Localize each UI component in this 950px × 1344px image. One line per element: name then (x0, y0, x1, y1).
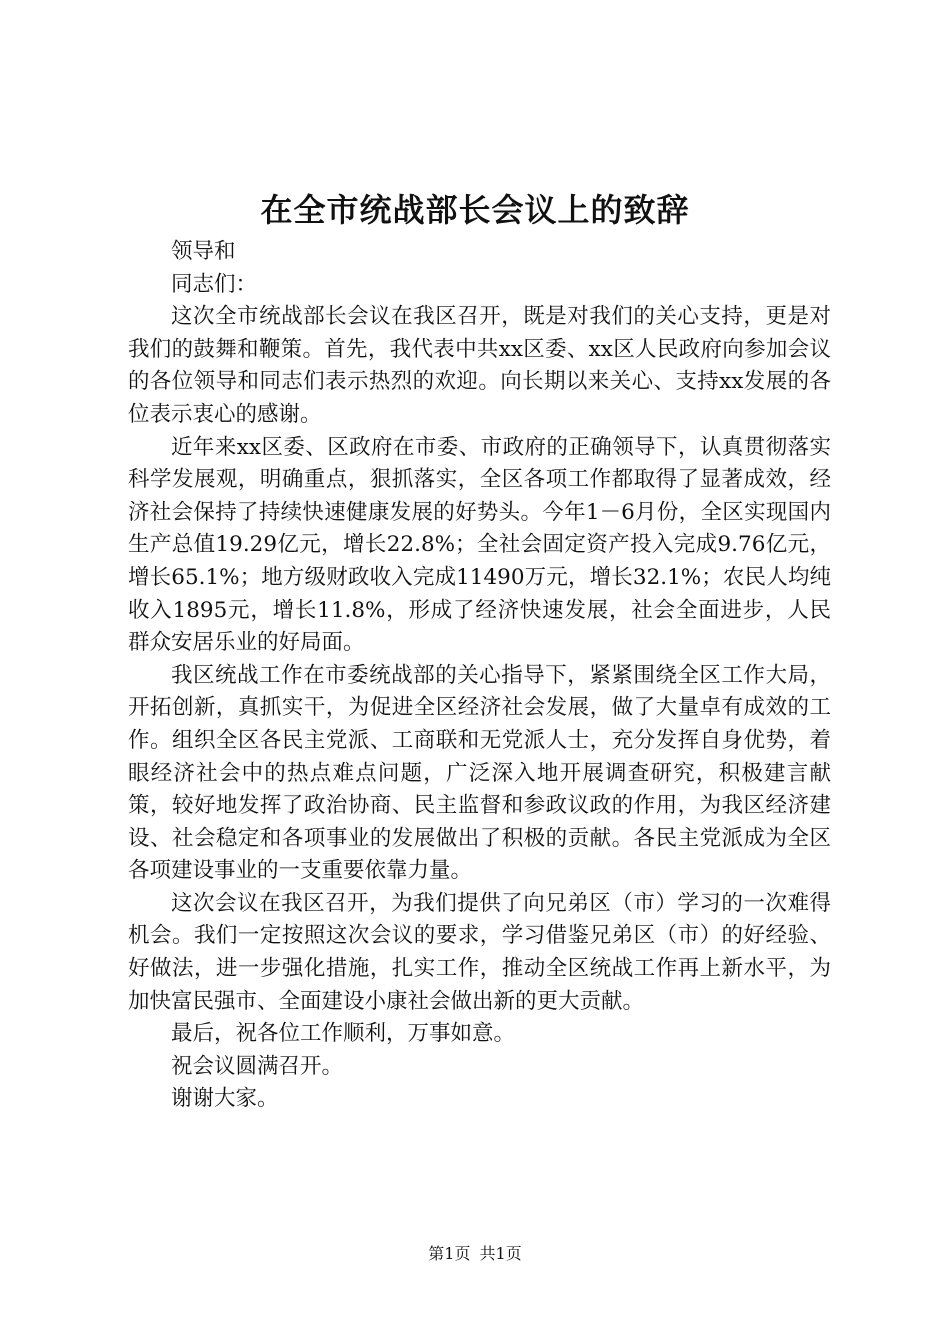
paragraph-learning-opportunity: 这次会议在我区召开，为我们提供了向兄弟区（市）学习的一次难得机会。我们一定按照这次会议的要求，学习借鉴兄弟区（市）的好经验、好做法，进一步强化措施，扎实工作，推动全区统战工作再上新水平，为加快富民强市、全面建设小康社会做出新的更大贡献。 (128, 890, 831, 1014)
paragraph-united-front-work: 我区统战工作在市委统战部的关心指导下，紧紧围绕全区工作大局，开拓创新，真抓实干，为促进全区经济社会发展，做了大量卓有成效的工作。组织全区各民主党派、工商联和无党派人士，充分发挥自身优势，着眼经济社会中的热点难点问题，广泛深入地开展调查研究，积极建言献策，较好地发挥了政治协商、民主监督和参政议政的作用，为我区经济建设、社会稳定和各项事业的发展做出了积极的贡献。各民主党派成为全区各项建设事业的一支重要依靠力量。 (128, 662, 831, 884)
page-footer: 第1页 共1页 (428, 1244, 522, 1263)
document-body (128, 236, 831, 1116)
paragraph-thanks: 谢谢大家。 (171, 1086, 279, 1112)
paragraph-welcome: 这次全市统战部长会议在我区召开，既是对我们的关心支持，更是对我们的鼓舞和鞭策。首先，我代表中共xx区委、xx区人民政府向参加会议的各位领导和同志们表示热烈的欢迎。向长期以来关心、支持xx发展的各位表示衷心的感谢。 (128, 304, 831, 427)
paragraph-achievements: 近年来xx区委、区政府在市委、市政府的正确领导下，认真贯彻落实科学发展观，明确重点，狠抓落实，全区各项工作都取得了显著成效，经济社会保持了持续快速健康发展的好势头。今年1－6月份，全区实现国内生产总值19.29亿元，增长22.8%；全社会固定资产投入完成9.76亿元，增长65.1%；地方级财政收入完成11490万元，增长32.1%；农民人均纯收入1895元，增长11.8%，形成了经济快速发展，社会全面进步，人民群众安居乐业的好局面。 (128, 434, 831, 656)
paragraph-wishes: 最后，祝各位工作顺利，万事如意。 (171, 1021, 516, 1047)
salutation-line-2: 同志们： (171, 271, 258, 297)
salutation-line-1: 领导和 (171, 239, 236, 264)
document-title: 在全市统战部长会议上的致辞 (260, 191, 690, 229)
paragraph-meeting-wish: 祝会议圆满召开。 (171, 1053, 344, 1079)
